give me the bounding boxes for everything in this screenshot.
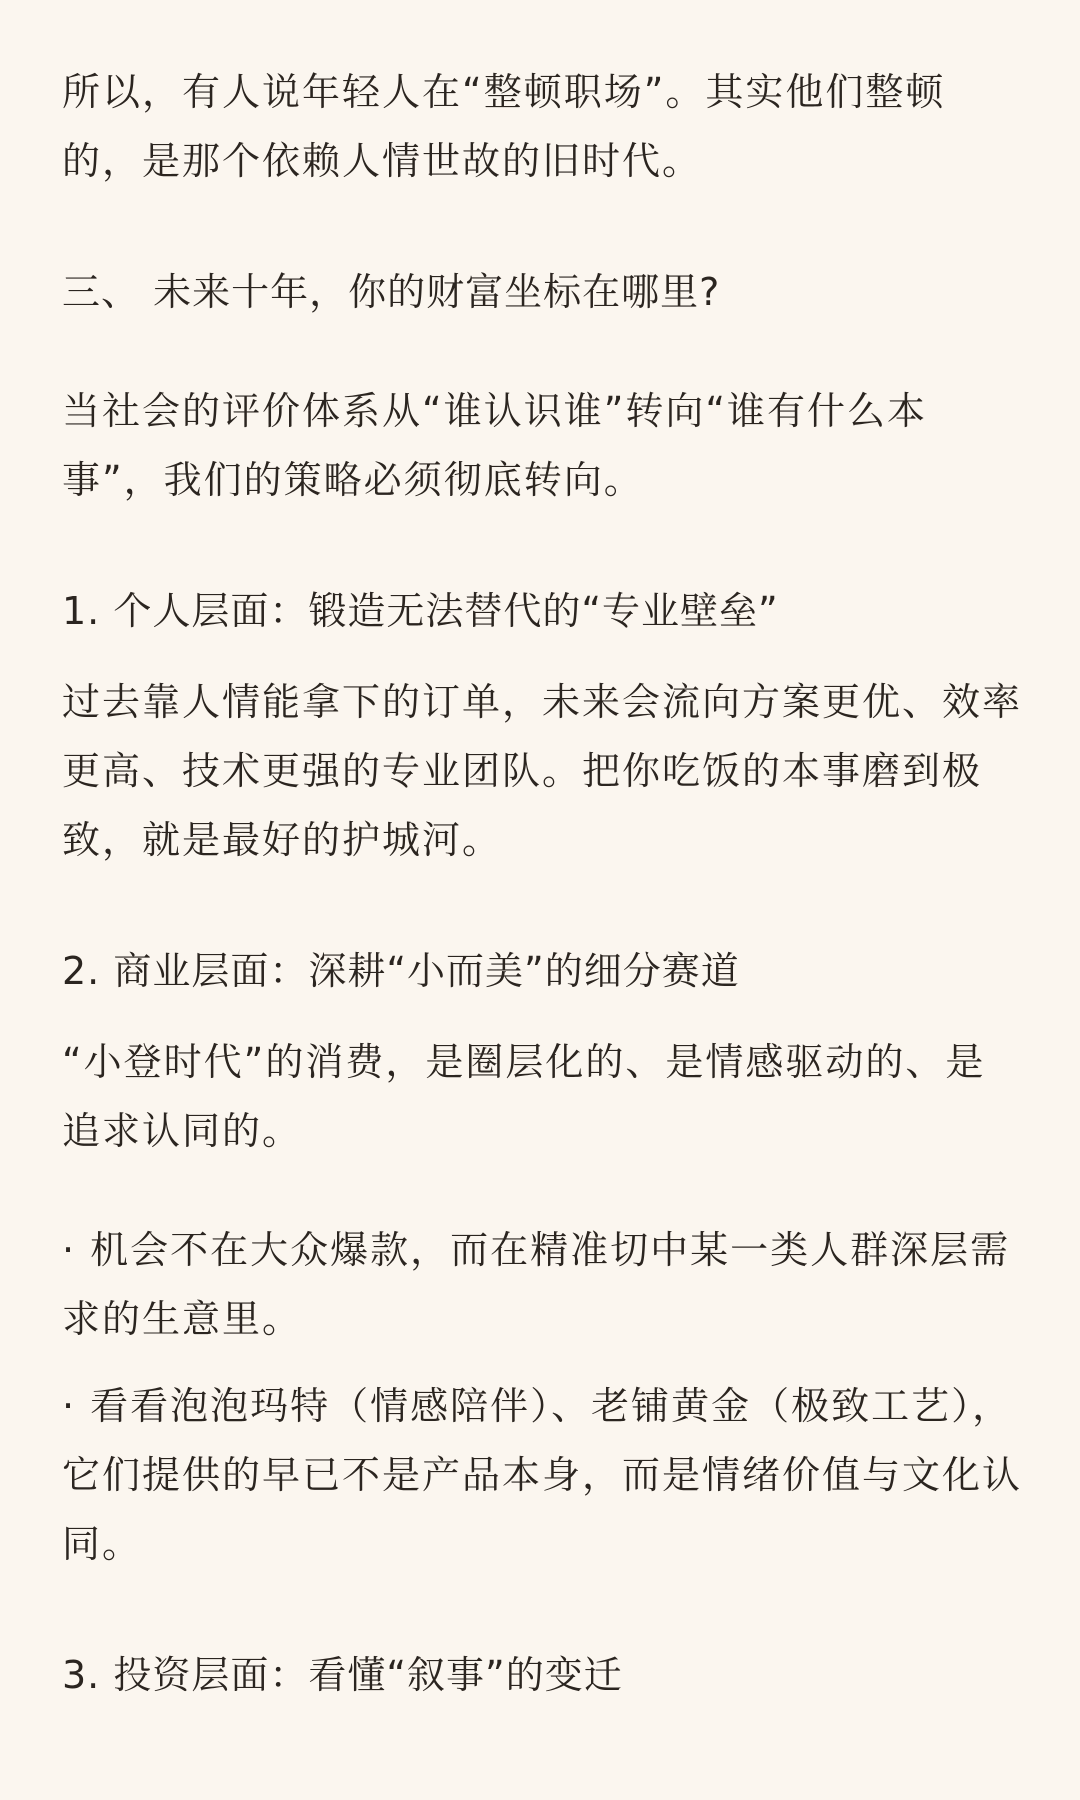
bullet-dot: ·	[62, 1228, 77, 1272]
section-heading: 三、 未来十年，你的财富坐标在哪里?	[62, 270, 721, 314]
bullet-item	[62, 1372, 1022, 1579]
bullet-text: 机会不在大众爆款，而在精准切中某一类人群深层需求的生意里。	[62, 1228, 1011, 1341]
point-heading: 2. 商业层面：深耕“小而美”的细分赛道	[62, 949, 740, 993]
paragraph: 过去靠人情能拿下的订单，未来会流向方案更优、效率更高、技术更强的专业团队。把你吃饭的本事磨到极致，就是最好的护城河。	[62, 680, 1023, 862]
bullet-item	[62, 1216, 1022, 1354]
paragraph: “小登时代”的消费，是圈层化的、是情感驱动的、是追求认同的。	[62, 1040, 986, 1153]
paragraph: 当社会的评价体系从“谁认识谁”转向“谁有什么本事”，我们的策略必须彻底转向。	[62, 389, 928, 502]
paragraph: 所以，有人说年轻人在“整顿职场”。其实他们整顿的，是那个依赖人情世故的旧时代。	[62, 70, 946, 183]
article-body	[62, 58, 1022, 1710]
bullet-dot: ·	[62, 1384, 77, 1428]
point-heading: 1. 个人层面：锻造无法替代的“专业壁垒”	[62, 589, 779, 633]
point-heading: 3. 投资层面：看懂“叙事”的变迁	[62, 1653, 623, 1697]
bullet-text: 看看泡泡玛特（情感陪伴）、老铺黄金（极致工艺），它们提供的早已不是产品本身，而是情绪价值与文化认同。	[62, 1384, 1023, 1566]
